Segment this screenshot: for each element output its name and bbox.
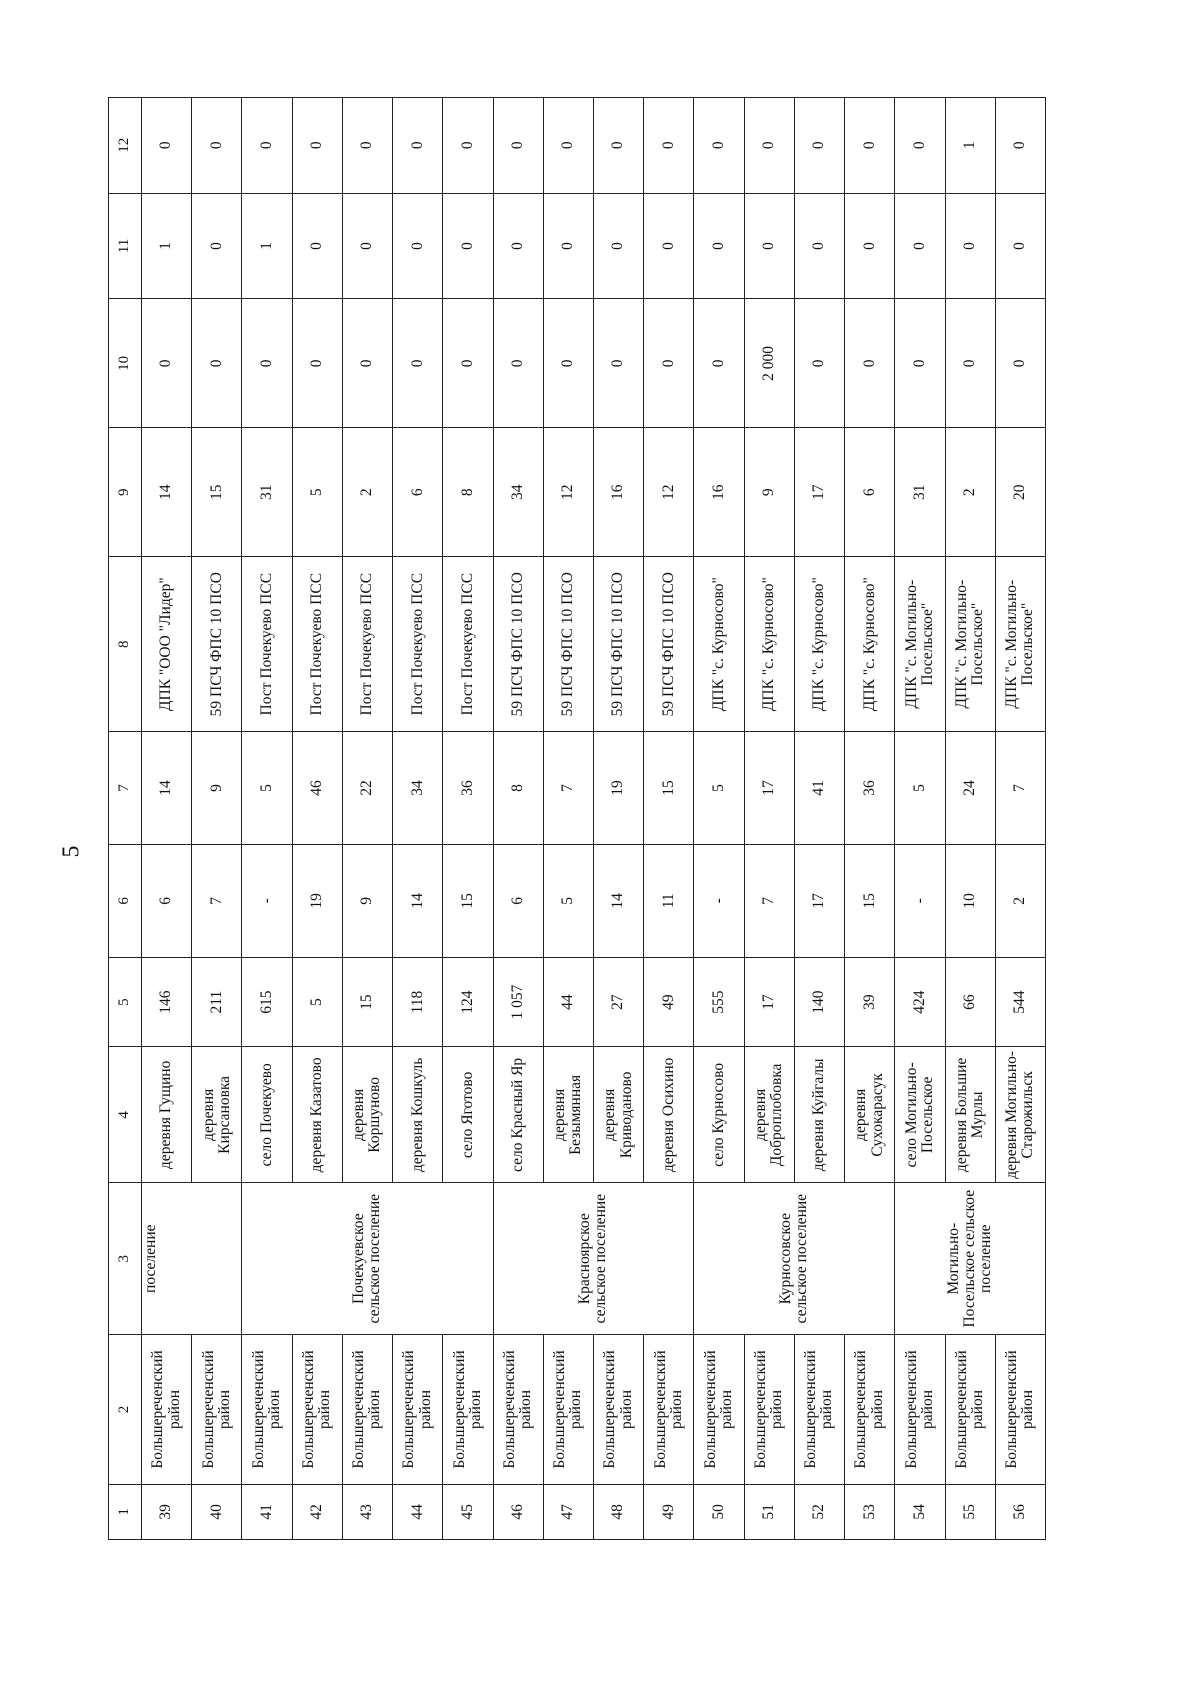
cell-fire-count: 0 — [995, 193, 1045, 299]
cell-distance-km: 7 — [744, 844, 794, 957]
cell-arrival-time-min: 6 — [845, 428, 895, 557]
cell-population: 39 — [845, 957, 895, 1047]
cell-casualties: 0 — [292, 98, 342, 194]
cell-arrival-time-min: 34 — [493, 428, 543, 557]
cell-travel-time-min: 8 — [493, 732, 543, 845]
cell-casualties: 0 — [694, 98, 744, 194]
cell-water-volume: 0 — [142, 299, 192, 428]
cell-casualties: 0 — [543, 98, 593, 194]
cell-travel-time-min: 7 — [543, 732, 593, 845]
column-header-11: 11 — [109, 193, 142, 299]
cell-travel-time-min: 9 — [192, 732, 242, 845]
cell-locality: деревня Кирсановка — [192, 1047, 242, 1183]
cell-row-number: 55 — [945, 1484, 995, 1539]
cell-fire-unit: 59 ПСЧ ФПС 10 ПСО — [644, 557, 694, 732]
cell-arrival-time-min: 31 — [895, 428, 945, 557]
cell-arrival-time-min: 8 — [443, 428, 493, 557]
cell-population: 615 — [242, 957, 292, 1047]
cell-locality: деревня Сухокарасук — [845, 1047, 895, 1183]
cell-fire-count: 0 — [342, 193, 392, 299]
cell-distance-km: 7 — [192, 844, 242, 957]
cell-distance-km: 14 — [393, 844, 443, 957]
cell-casualties: 0 — [845, 98, 895, 194]
cell-district: Большереченский район — [845, 1335, 895, 1485]
cell-casualties: 0 — [192, 98, 242, 194]
cell-travel-time-min: 7 — [995, 732, 1045, 845]
cell-fire-unit: Пост Почекуево ПСС — [393, 557, 443, 732]
cell-population: 146 — [142, 957, 192, 1047]
cell-fire-unit: 59 ПСЧ ФПС 10 ПСО — [192, 557, 242, 732]
cell-fire-unit: 59 ПСЧ ФПС 10 ПСО — [493, 557, 543, 732]
cell-row-number: 47 — [543, 1484, 593, 1539]
cell-locality: село Почекуево — [242, 1047, 292, 1183]
cell-fire-unit: 59 ПСЧ ФПС 10 ПСО — [593, 557, 643, 732]
cell-row-number: 43 — [342, 1484, 392, 1539]
cell-distance-km: 2 — [995, 844, 1045, 957]
cell-water-volume: 0 — [845, 299, 895, 428]
cell-locality: деревня Безымянная — [543, 1047, 593, 1183]
cell-locality: деревня Казатово — [292, 1047, 342, 1183]
cell-fire-count: 0 — [543, 193, 593, 299]
cell-settlement: Красноярское сельское поселение — [493, 1183, 694, 1335]
cell-population: 544 — [995, 957, 1045, 1047]
cell-fire-count: 0 — [794, 193, 844, 299]
table-row — [895, 98, 945, 1540]
cell-fire-count: 0 — [292, 193, 342, 299]
cell-settlement: поселение — [142, 1183, 242, 1335]
cell-arrival-time-min: 9 — [744, 428, 794, 557]
cell-arrival-time-min: 12 — [644, 428, 694, 557]
cell-locality: деревня Куйгалы — [794, 1047, 844, 1183]
cell-fire-unit: ДПК "с. Курносово" — [744, 557, 794, 732]
cell-fire-unit: Пост Почекуево ПСС — [342, 557, 392, 732]
cell-locality: деревня Доброплобовка — [744, 1047, 794, 1183]
cell-locality: село Яготово — [443, 1047, 493, 1183]
cell-district: Большереченский район — [443, 1335, 493, 1485]
cell-population: 118 — [393, 957, 443, 1047]
cell-district: Большереченский район — [895, 1335, 945, 1485]
cell-arrival-time-min: 31 — [242, 428, 292, 557]
cell-travel-time-min: 36 — [443, 732, 493, 845]
table-header-row — [109, 98, 142, 1540]
cell-water-volume: 0 — [644, 299, 694, 428]
cell-district: Большереченский район — [945, 1335, 995, 1485]
cell-fire-unit: ДПК "с. Могильно-Посельское" — [895, 557, 945, 732]
cell-arrival-time-min: 20 — [995, 428, 1045, 557]
cell-water-volume: 0 — [593, 299, 643, 428]
cell-fire-count: 1 — [142, 193, 192, 299]
cell-population: 49 — [644, 957, 694, 1047]
cell-district: Большереченский район — [242, 1335, 292, 1485]
cell-district: Большереченский район — [593, 1335, 643, 1485]
cell-travel-time-min: 14 — [142, 732, 192, 845]
cell-district: Большереченский район — [393, 1335, 443, 1485]
cell-locality: деревня Коршуново — [342, 1047, 392, 1183]
cell-travel-time-min: 5 — [694, 732, 744, 845]
cell-water-volume: 0 — [192, 299, 242, 428]
cell-arrival-time-min: 14 — [142, 428, 192, 557]
cell-distance-km: 10 — [945, 844, 995, 957]
cell-fire-unit: ДПК "с. Могильно-Посельское" — [995, 557, 1045, 732]
cell-population: 124 — [443, 957, 493, 1047]
cell-district: Большереченский район — [543, 1335, 593, 1485]
cell-population: 424 — [895, 957, 945, 1047]
cell-locality: село Могильно-Посельское — [895, 1047, 945, 1183]
table-row — [142, 98, 192, 1540]
cell-row-number: 45 — [443, 1484, 493, 1539]
cell-water-volume: 0 — [543, 299, 593, 428]
cell-locality: деревня Осихино — [644, 1047, 694, 1183]
cell-locality: село Курносово — [694, 1047, 744, 1183]
table-row — [493, 98, 543, 1540]
cell-distance-km: 19 — [292, 844, 342, 957]
cell-row-number: 40 — [192, 1484, 242, 1539]
cell-locality: деревня Большие Мурлы — [945, 1047, 995, 1183]
cell-arrival-time-min: 17 — [794, 428, 844, 557]
cell-population: 66 — [945, 957, 995, 1047]
cell-row-number: 49 — [644, 1484, 694, 1539]
cell-row-number: 42 — [292, 1484, 342, 1539]
cell-row-number: 52 — [794, 1484, 844, 1539]
page-number: 5 — [58, 845, 85, 858]
cell-population: 44 — [543, 957, 593, 1047]
fire-coverage-table — [108, 97, 1046, 1540]
column-header-8: 8 — [109, 557, 142, 732]
cell-fire-unit: 59 ПСЧ ФПС 10 ПСО — [543, 557, 593, 732]
cell-fire-unit: ДПК "с. Курносово" — [794, 557, 844, 732]
rotated-table-wrapper — [108, 97, 1046, 1540]
cell-arrival-time-min: 6 — [393, 428, 443, 557]
cell-row-number: 54 — [895, 1484, 945, 1539]
cell-fire-unit: ДПК "с. Курносово" — [845, 557, 895, 732]
column-header-1: 1 — [109, 1484, 142, 1539]
cell-fire-count: 0 — [493, 193, 543, 299]
cell-arrival-time-min: 12 — [543, 428, 593, 557]
cell-district: Большереченский район — [142, 1335, 192, 1485]
cell-population: 27 — [593, 957, 643, 1047]
column-header-9: 9 — [109, 428, 142, 557]
cell-arrival-time-min: 15 — [192, 428, 242, 557]
cell-distance-km: 11 — [644, 844, 694, 957]
cell-settlement: Почекуевское сельское поселение — [242, 1183, 493, 1335]
cell-population: 15 — [342, 957, 392, 1047]
cell-row-number: 48 — [593, 1484, 643, 1539]
cell-fire-count: 0 — [945, 193, 995, 299]
cell-row-number: 39 — [142, 1484, 192, 1539]
cell-water-volume: 0 — [694, 299, 744, 428]
cell-district: Большереченский район — [644, 1335, 694, 1485]
cell-fire-count: 0 — [593, 193, 643, 299]
cell-fire-unit: ДПК "с. Курносово" — [694, 557, 744, 732]
cell-district: Большереченский район — [493, 1335, 543, 1485]
cell-casualties: 0 — [443, 98, 493, 194]
column-header-3: 3 — [109, 1183, 142, 1335]
cell-distance-km: 15 — [845, 844, 895, 957]
cell-travel-time-min: 24 — [945, 732, 995, 845]
cell-travel-time-min: 46 — [292, 732, 342, 845]
cell-fire-unit: Пост Почекуево ПСС — [292, 557, 342, 732]
table-body — [142, 98, 1046, 1540]
cell-locality: деревня Могильно-Старожильск — [995, 1047, 1045, 1183]
cell-distance-km: 5 — [543, 844, 593, 957]
cell-locality: деревня Гущино — [142, 1047, 192, 1183]
cell-water-volume: 0 — [895, 299, 945, 428]
cell-travel-time-min: 15 — [644, 732, 694, 845]
cell-fire-count: 0 — [694, 193, 744, 299]
cell-fire-count: 0 — [744, 193, 794, 299]
column-header-6: 6 — [109, 844, 142, 957]
cell-population: 211 — [192, 957, 242, 1047]
cell-fire-count: 0 — [845, 193, 895, 299]
cell-fire-count: 0 — [443, 193, 493, 299]
cell-travel-time-min: 19 — [593, 732, 643, 845]
cell-row-number: 41 — [242, 1484, 292, 1539]
cell-district: Большереченский район — [342, 1335, 392, 1485]
cell-arrival-time-min: 2 — [945, 428, 995, 557]
cell-water-volume: 0 — [292, 299, 342, 428]
cell-distance-km: 6 — [142, 844, 192, 957]
cell-distance-km: 9 — [342, 844, 392, 957]
cell-arrival-time-min: 16 — [694, 428, 744, 557]
cell-water-volume: 0 — [342, 299, 392, 428]
cell-water-volume: 0 — [945, 299, 995, 428]
column-header-4: 4 — [109, 1047, 142, 1183]
cell-population: 1 057 — [493, 957, 543, 1047]
cell-population: 555 — [694, 957, 744, 1047]
cell-travel-time-min: 22 — [342, 732, 392, 845]
cell-fire-count: 1 — [242, 193, 292, 299]
cell-casualties: 0 — [995, 98, 1045, 194]
cell-arrival-time-min: 16 — [593, 428, 643, 557]
cell-casualties: 0 — [644, 98, 694, 194]
column-header-5: 5 — [109, 957, 142, 1047]
cell-population: 140 — [794, 957, 844, 1047]
table-row — [242, 98, 292, 1540]
cell-casualties: 0 — [744, 98, 794, 194]
cell-district: Большереченский район — [192, 1335, 242, 1485]
column-header-7: 7 — [109, 732, 142, 845]
column-header-10: 10 — [109, 299, 142, 428]
cell-distance-km: - — [694, 844, 744, 957]
cell-travel-time-min: 5 — [242, 732, 292, 845]
cell-distance-km: 6 — [493, 844, 543, 957]
cell-locality: село Красный Яр — [493, 1047, 543, 1183]
cell-water-volume: 0 — [443, 299, 493, 428]
cell-distance-km: - — [895, 844, 945, 957]
cell-district: Большереченский район — [292, 1335, 342, 1485]
cell-travel-time-min: 17 — [744, 732, 794, 845]
cell-fire-count: 0 — [895, 193, 945, 299]
cell-settlement: Могильно-Посельское сельское поселение — [895, 1183, 1046, 1335]
cell-district: Большереченский район — [995, 1335, 1045, 1485]
table-row — [694, 98, 744, 1540]
cell-distance-km: 14 — [593, 844, 643, 957]
cell-fire-unit: Пост Почекуево ПСС — [443, 557, 493, 732]
cell-fire-count: 0 — [393, 193, 443, 299]
cell-water-volume: 0 — [242, 299, 292, 428]
cell-casualties: 0 — [342, 98, 392, 194]
cell-row-number: 44 — [393, 1484, 443, 1539]
cell-population: 17 — [744, 957, 794, 1047]
cell-fire-unit: Пост Почекуево ПСС — [242, 557, 292, 732]
cell-locality: деревня Криводаново — [593, 1047, 643, 1183]
column-header-12: 12 — [109, 98, 142, 194]
cell-population: 5 — [292, 957, 342, 1047]
cell-district: Большереченский район — [794, 1335, 844, 1485]
column-header-2: 2 — [109, 1335, 142, 1485]
cell-fire-count: 0 — [192, 193, 242, 299]
cell-row-number: 56 — [995, 1484, 1045, 1539]
cell-casualties: 0 — [393, 98, 443, 194]
cell-distance-km: - — [242, 844, 292, 957]
cell-row-number: 53 — [845, 1484, 895, 1539]
cell-district: Большереченский район — [694, 1335, 744, 1485]
cell-water-volume: 2 000 — [744, 299, 794, 428]
cell-casualties: 0 — [794, 98, 844, 194]
cell-casualties: 0 — [593, 98, 643, 194]
cell-row-number: 46 — [493, 1484, 543, 1539]
cell-arrival-time-min: 2 — [342, 428, 392, 557]
cell-travel-time-min: 36 — [845, 732, 895, 845]
cell-distance-km: 17 — [794, 844, 844, 957]
cell-water-volume: 0 — [794, 299, 844, 428]
cell-water-volume: 0 — [393, 299, 443, 428]
cell-distance-km: 15 — [443, 844, 493, 957]
cell-row-number: 51 — [744, 1484, 794, 1539]
cell-casualties: 0 — [895, 98, 945, 194]
cell-district: Большереченский район — [744, 1335, 794, 1485]
cell-arrival-time-min: 5 — [292, 428, 342, 557]
cell-fire-unit: ДПК "ООО "Лидер" — [142, 557, 192, 732]
cell-casualties: 0 — [493, 98, 543, 194]
cell-casualties: 0 — [142, 98, 192, 194]
cell-water-volume: 0 — [995, 299, 1045, 428]
cell-locality: деревня Кошкуль — [393, 1047, 443, 1183]
cell-water-volume: 0 — [493, 299, 543, 428]
cell-fire-count: 0 — [644, 193, 694, 299]
cell-settlement: Курносовское сельское поселение — [694, 1183, 895, 1335]
cell-casualties: 1 — [945, 98, 995, 194]
cell-travel-time-min: 34 — [393, 732, 443, 845]
cell-row-number: 50 — [694, 1484, 744, 1539]
cell-travel-time-min: 5 — [895, 732, 945, 845]
cell-casualties: 0 — [242, 98, 292, 194]
cell-travel-time-min: 41 — [794, 732, 844, 845]
cell-fire-unit: ДПК "с. Могильно-Посельское" — [945, 557, 995, 732]
